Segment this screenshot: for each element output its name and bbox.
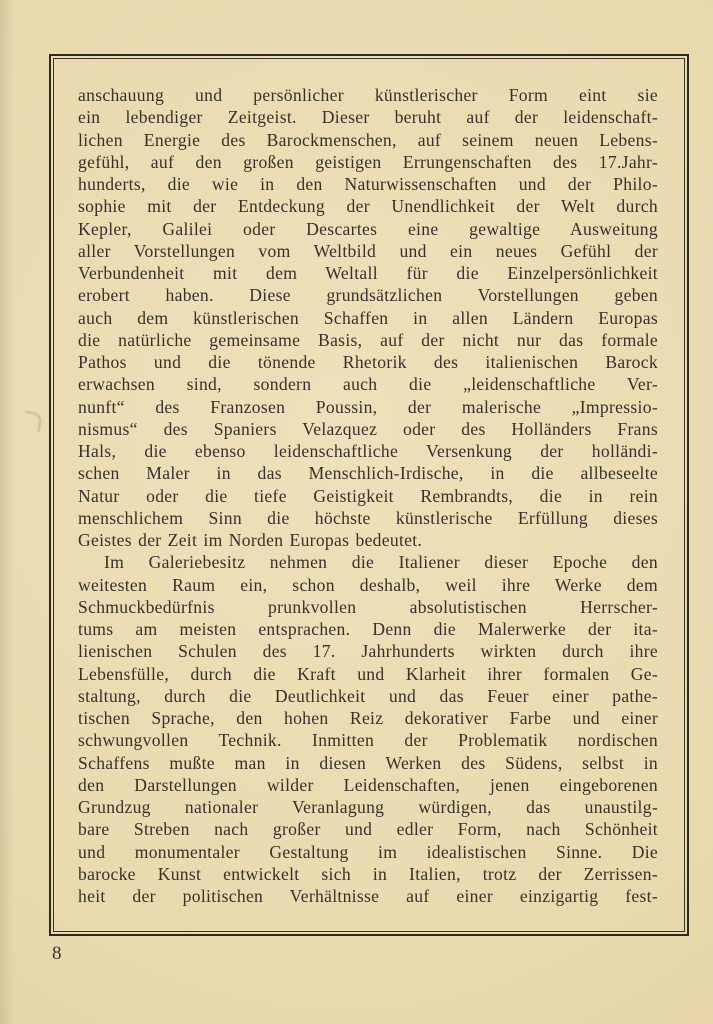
text-line: Schmuckbedürfnis prunkvollen absolutistischen Herrscher- [78,596,658,617]
text-line: Pathos und die tönende Rhetorik des italienischen Barock [78,352,658,372]
text-line: erobert haben. Diese grundsätzlichen Vorstellungen geben [78,285,658,306]
margin-smudge-mark [23,411,42,432]
text-line: aller Vorstellungen vom Weltbild und ein neues Gefühl der [78,240,658,261]
page-frame-inner-rule [53,58,685,932]
text-line: die natürliche gemeinsame Basis, auf der nicht nur das formale [78,329,658,350]
text-line: Im Galeriebesitz nehmen die Italiener dieser Epoche den [104,552,658,573]
text-line: menschlichem Sinn die höchste künstlerische Erfüllung dieses [78,507,658,528]
page-number: 8 [52,943,62,964]
text-line: barocke Kunst entwickelt sich in Italien, trotz der Zerrissen- [78,863,658,884]
text-line: lichen Energie des Barockmenschen, auf seinem neuen Lebens- [78,129,658,150]
text-line: schen Maler in das Menschlich-Irdische, in die allbeseelte [78,463,658,484]
text-line: tischen Sprache, den hohen Reiz dekorativer Farbe und einer [78,708,658,728]
text-line: sophie mit der Entdeckung der Unendlichkeit der Welt durch [78,196,658,217]
text-line: auch dem künstlerischen Schaffen in allen Ländern Europas [78,307,658,328]
scan-edge-shadow [0,0,14,1024]
text-line: Grundzug nationaler Veranlagung würdigen, das unaustilg- [78,797,658,817]
text-line: erwachsen sind, sondern auch die „leidenschaftliche Ver- [78,374,658,395]
text-line: bare Streben nach großer und edler Form, nach Schönheit [78,819,658,840]
text-line: und monumentaler Gestaltung im idealistischen Sinne. Die [78,841,658,862]
text-line: staltung, durch die Deutlichkeit und das Feuer einer pathe- [78,685,658,706]
text-line: Kepler, Galilei oder Descartes eine gewaltige Ausweitung [78,218,658,239]
text-line: gefühl, auf den großen geistigen Errungenschaften des 17.Jahr- [78,151,658,172]
text-line: anschauung und persönlicher künstlerischer Form eint sie [78,85,658,105]
text-line: Hals, die ebenso leidenschaftliche Versenkung der holländi- [78,441,658,461]
page-frame-outer-rule [49,54,689,936]
text-line: den Darstellungen wilder Leidenschaften, jenen eingeborenen [78,774,658,795]
text-line: heit der politischen Verhältnisse auf einer einzigartig fest- [78,886,658,906]
text-line: ein lebendiger Zeitgeist. Dieser beruht auf der leidenschaft- [78,107,658,128]
text-line: Verbundenheit mit dem Weltall für die Einzelpersönlichkeit [78,263,658,283]
text-line: Geistes der Zeit im Norden Europas bedeutet. [78,530,423,550]
text-line: tums am meisten entsprachen. Denn die Malerwerke der ita- [78,619,658,639]
text-line: hunderts, die wie in den Naturwissenschaften und der Philo- [78,174,658,194]
text-line: Schaffens mußte man in diesen Werken des Südens, selbst in [78,752,658,773]
text-line: weitesten Raum ein, schon deshalb, weil ihre Werke dem [78,574,658,595]
text-line: lienischen Schulen des 17. Jahrhunderts wirkten durch ihre [78,641,658,662]
text-line: nismus“ des Spaniers Velazquez oder des Holländers Frans [78,418,658,439]
text-line: nunft“ des Franzosen Poussin, der malerische „Impressio- [78,396,658,417]
text-line: schwungvollen Technik. Inmitten der Problematik nordischen [78,730,658,751]
text-line: Natur oder die tiefe Geistigkeit Rembrandts, die in rein [78,485,658,506]
text-line: Lebensfülle, durch die Kraft und Klarheit ihrer formalen Ge- [78,663,658,684]
body-text-block [78,84,658,907]
